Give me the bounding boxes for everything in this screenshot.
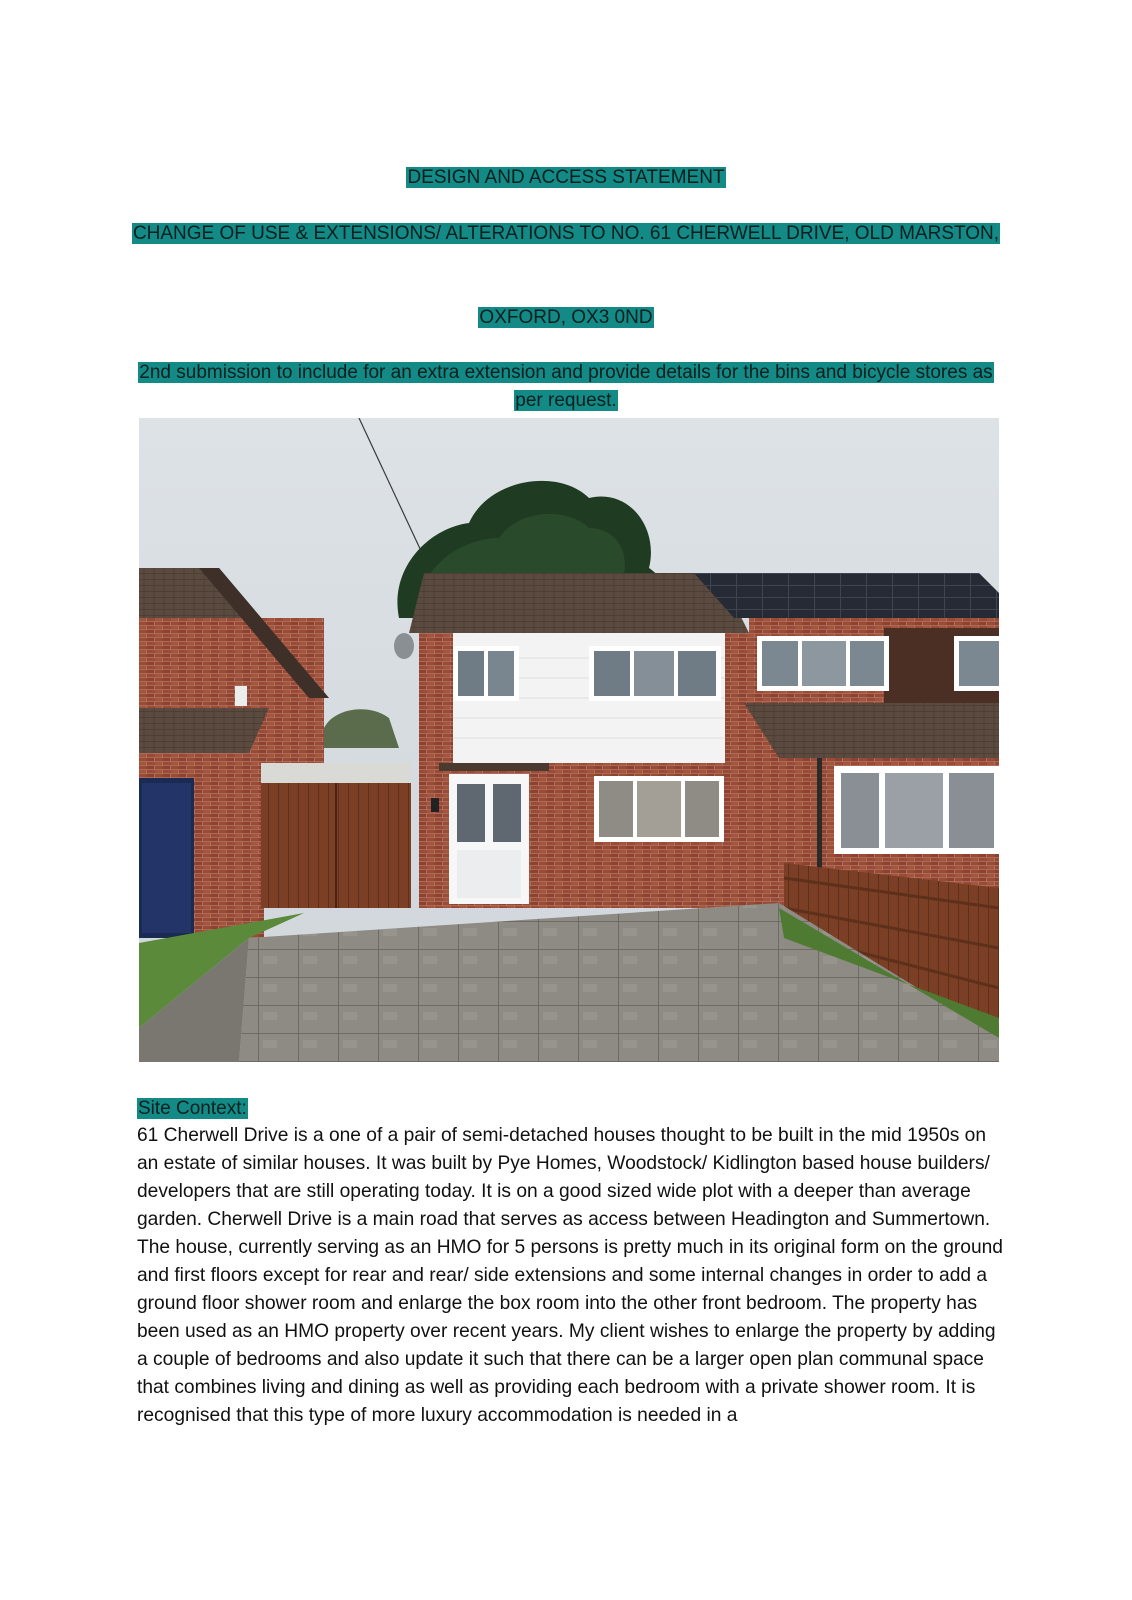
site-context-heading-text: Site Context:	[138, 1098, 247, 1119]
document-subtitle	[130, 220, 1002, 248]
site-context-body: 61 Cherwell Drive is a one of a pair of semi-detached houses thought to be built in the mid 1950s on an estate of similar houses. It was built by Pye Homes, Woodstock/ Kidlington based house builders/ developers that are still operating today. It is on a good sized wide plot with a deeper than average garden. Cherwell Drive is a main road that serves as access between Headington and Summertown. The house, currently serving as an HMO for 5 persons is pretty much in its original form on the ground and first floors except for rear and rear/ side extensions and some internal changes in order to add a ground floor shower room and enlarge the box room into the other front bedroom. The property has been used as an HMO property over recent years. My client wishes to enlarge the property by adding a couple of bedrooms and also update it such that there can be a larger open plan communal space that combines living and dining as well as providing each bedroom with a private shower room. It is recognised that this type of more luxury accommodation is needed in a	[137, 1125, 1003, 1426]
document-title-text: DESIGN AND ACCESS STATEMENT	[407, 167, 725, 188]
document-subtitle-text: CHANGE OF USE & EXTENSIONS/ ALTERATIONS TO NO. 61 CHERWELL DRIVE, OLD MARSTON,	[132, 223, 1000, 244]
submission-note	[130, 359, 1002, 415]
house-photo	[139, 418, 999, 1062]
document-title	[130, 164, 1002, 192]
site-context-heading	[137, 1096, 248, 1122]
submission-note-text: 2nd submission to include for an extra extension and provide details for the bins and bicycle stores as per request.	[139, 362, 993, 411]
document-address	[130, 304, 1002, 332]
document-address-text: OXFORD, OX3 0ND	[479, 307, 653, 328]
